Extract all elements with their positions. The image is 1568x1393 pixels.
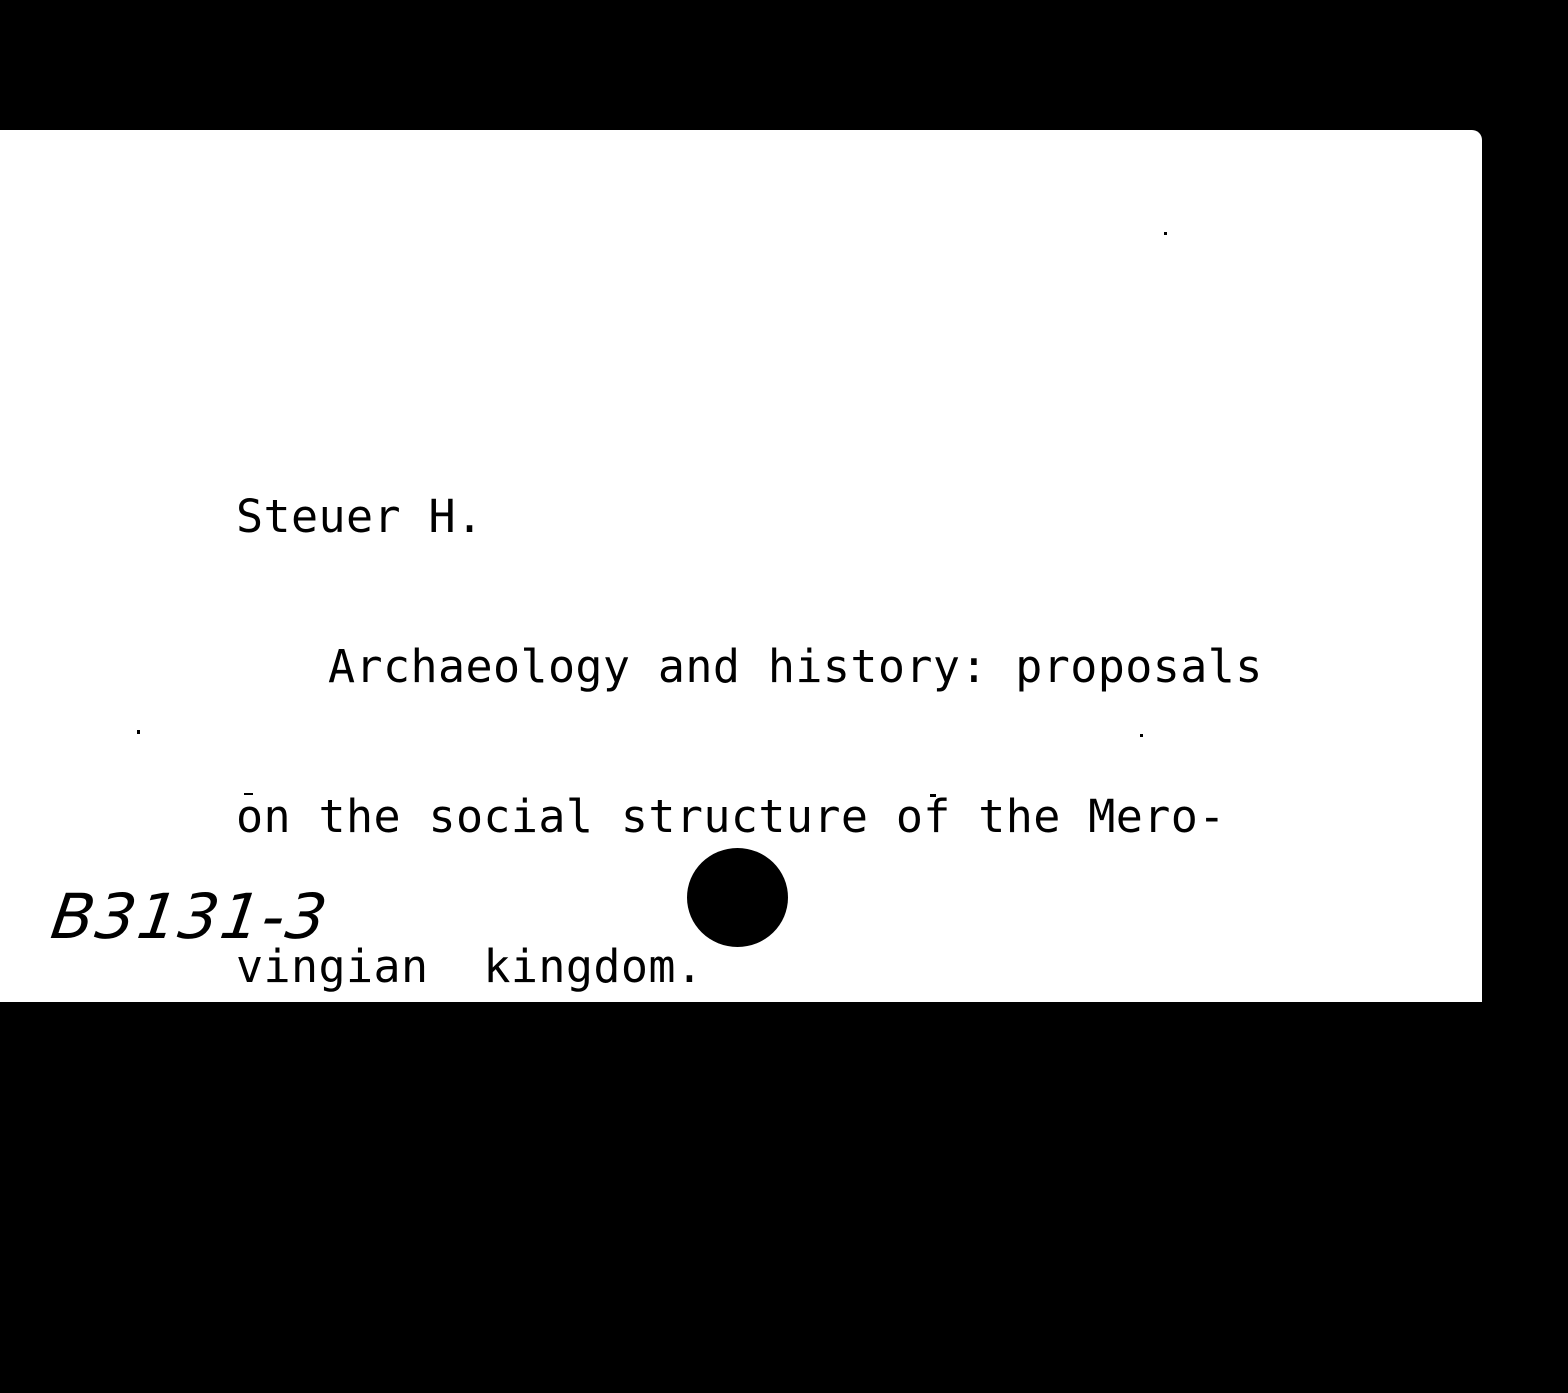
dust-speck <box>137 730 140 734</box>
punch-hole <box>687 848 788 947</box>
author-line: Steuer H. <box>236 490 484 543</box>
title-line: vingian kingdom. <box>236 940 704 993</box>
dust-speck <box>1164 232 1167 235</box>
handwritten-shelfmark: B3131-3 <box>46 880 334 953</box>
source-line: 1989,c.100-122. <box>236 1240 649 1293</box>
title-line: Archaeology and history: proposals <box>328 640 1263 693</box>
source-line: B kn.: The birth of Europe. Roma, <box>328 1090 1236 1143</box>
title-line: on the social structure of the Mero- <box>236 790 1226 843</box>
